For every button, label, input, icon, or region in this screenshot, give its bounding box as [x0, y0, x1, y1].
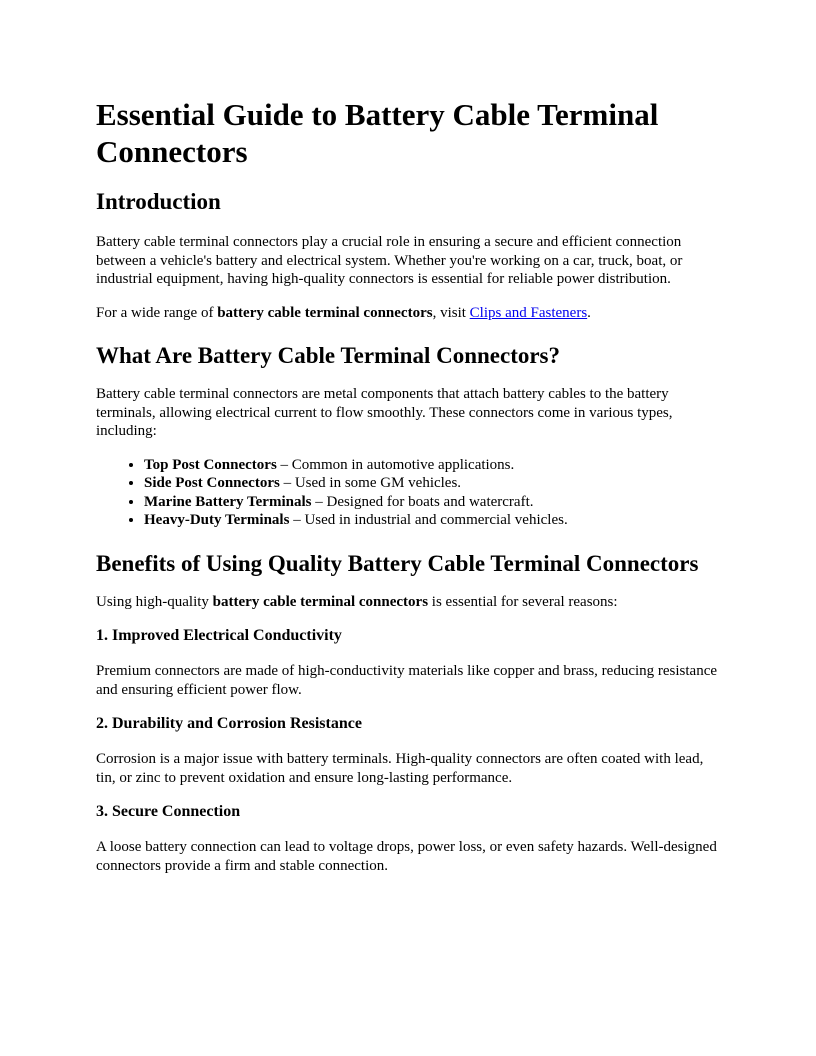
list-item-text: – Common in automotive applications. — [276, 456, 515, 473]
list-item-bold: Heavy-Duty Terminals — [144, 512, 290, 528]
durability-paragraph: Corrosion is a major issue with battery terminals. High-quality connectors are often coated with lead, tin, or zinc to prevent oxidation and ensure long-lasting performance. — [96, 751, 704, 786]
conductivity-heading: 1. Improved Electrical Conductivity — [96, 627, 342, 644]
introduction-cta — [96, 304, 720, 323]
secure-connection-heading: 3. Secure Connection — [96, 803, 241, 820]
what-are-heading: What Are Battery Cable Terminal Connectors? — [96, 343, 561, 368]
clips-and-fasteners-link[interactable]: Clips and Fasteners — [469, 304, 588, 321]
cta-middle: , visit — [432, 304, 470, 321]
benefits-heading: Benefits of Using Quality Battery Cable Terminal Connectors — [96, 550, 699, 576]
benefits-lead-prefix: Using high-quality — [96, 593, 213, 610]
benefits-lead-bold: battery cable terminal connectors — [212, 593, 429, 610]
list-item-text: – Used in industrial and commercial vehicles. — [289, 512, 568, 528]
list-item-text: – Designed for boats and watercraft. — [311, 493, 534, 510]
benefits-lead-suffix: is essential for several reasons: — [428, 593, 618, 610]
connector-types-list — [96, 456, 720, 530]
list-item — [144, 456, 720, 475]
list-item — [144, 474, 720, 493]
list-item-bold: Marine Battery Terminals — [144, 493, 312, 510]
list-item-bold: Side Post Connectors — [144, 475, 280, 491]
durability-heading: 2. Durability and Corrosion Resistance — [96, 715, 362, 732]
benefits-lead — [96, 593, 720, 612]
cta-prefix: For a wide range of — [96, 304, 218, 321]
conductivity-paragraph: Premium connectors are made of high-conductivity materials like copper and brass, reducing resistance and ensuring efficient power flow. — [96, 663, 718, 698]
document-page — [96, 96, 720, 890]
list-item-bold: Top Post Connectors — [144, 456, 277, 473]
list-item-text: – Used in some GM vehicles. — [279, 475, 462, 491]
list-item — [144, 493, 720, 512]
page-title: Essential Guide to Battery Cable Terminal Connectors — [96, 97, 659, 169]
list-item — [144, 511, 720, 530]
what-are-paragraph: Battery cable terminal connectors are metal components that attach battery cables to the battery terminals, allowing electrical current to flow smoothly. These connectors come in various types, including: — [96, 386, 673, 439]
secure-connection-paragraph: A loose battery connection can lead to voltage drops, power loss, or even safety hazards. Well-designed connectors provide a firm and stable connection. — [96, 839, 717, 874]
introduction-paragraph: Battery cable terminal connectors play a crucial role in ensuring a secure and efficient connection between a vehicle's battery and electrical system. Whether you're working on a car, truck, boat, or industrial equipment, having high-quality connectors is essential for reliable power distribution. — [96, 234, 683, 287]
cta-bold-keyword: battery cable terminal connectors — [217, 304, 433, 321]
introduction-heading: Introduction — [96, 189, 221, 214]
cta-suffix: . — [587, 304, 591, 321]
